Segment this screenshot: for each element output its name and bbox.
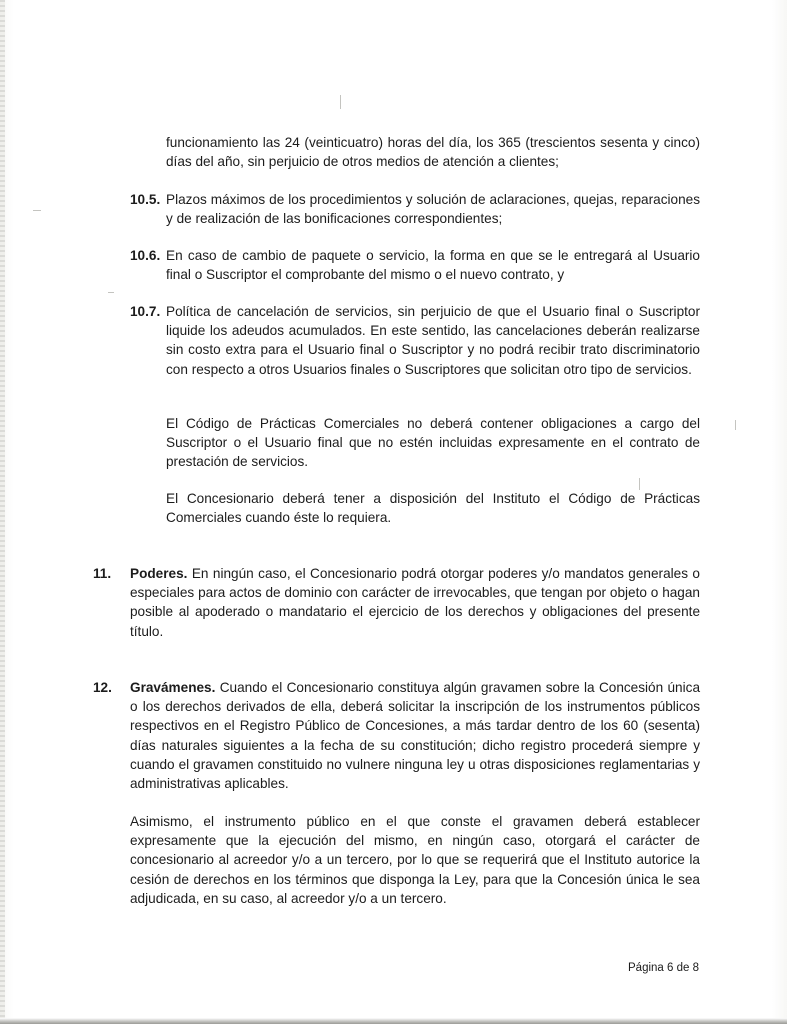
page-number: Página 6 de 8 <box>628 962 699 974</box>
item-text-10-5: Plazos máximos de los procedimientos y solución de aclaraciones, quejas, reparaciones y de realización de las bonificaciones correspondientes; <box>166 192 700 227</box>
paragraph-asimismo: Asimismo, el instrumento público en el que conste el gravamen deberá establecer expresamente que la ejecución del mismo, en ningún caso, otorgará el carácter de concesionario al acreedor y/o a un tercero, por lo que se requerirá que el Instituto autorice la cesión de derechos en los términos que disponga la Ley, para que la Concesión única le sea adjudicada, en su caso, al acreedor y/o a un tercero. <box>130 814 700 906</box>
scan-mark <box>735 420 736 430</box>
item-number-10-7: 10.7. <box>130 304 161 319</box>
scan-edge-bottom <box>0 1018 787 1024</box>
item-number-10-6: 10.6. <box>130 248 161 263</box>
item-number-10-5: 10.5. <box>130 192 161 207</box>
scan-mark <box>108 292 114 293</box>
section-number-12: 12. <box>93 680 112 695</box>
section-12-text: Cuando el Concesionario constituya algún gravamen sobre la Concesión única o los derechos derivados de ella, deberá solicitar la inscripción de los instrumentos públicos respectivos en el Registro Público de Concesiones, a más tardar dentro de los 60 (sesenta) días naturales siguientes a la fecha de su constitución; dicho registro procederá siempre y cuando el gravamen constituido no vulnere ninguna ley u otras disposiciones reglamentarias y administrativas aplicables. <box>130 680 700 792</box>
section-11-title: Poderes. <box>130 566 188 581</box>
section-12-title: Gravámenes. <box>130 680 216 695</box>
scan-mark <box>340 95 341 109</box>
section-12-body <box>130 678 700 793</box>
section-11-body <box>130 564 700 641</box>
section-number-11: 11. <box>93 566 112 581</box>
scan-mark <box>33 210 41 211</box>
item-text-10-6: En caso de cambio de paquete o servicio, la forma en que se le entregará al Usuario final o Suscriptor el comprobante del mismo o el nuevo contrato, y <box>166 248 700 283</box>
item-text-10-7: Política de cancelación de servicios, sin perjuicio de que el Usuario final o Suscriptor liquide los adeudos acumulados. En este sentido, las cancelaciones deberán realizarse sin costo extra para el Usuario final o Suscriptor y no podrá recibir trato discriminatorio con respecto a otros Usuarios finales o Suscriptores que solicitan otro tipo de servicios. <box>166 304 700 377</box>
scan-edge-left <box>0 0 5 1024</box>
section-11-text: En ningún caso, el Concesionario podrá otorgar poderes y/o mandatos generales o especiales para actos de dominio con carácter de irrevocables, que tengan por objeto o hagan posible al apoderado o mandatario el ejercicio de los derechos y obligaciones del presente título. <box>130 566 700 639</box>
paragraph-codigo-2: El Concesionario deberá tener a disposición del Instituto el Código de Prácticas Comerciales cuando éste lo requiera. <box>166 491 700 526</box>
paragraph-intro: funcionamiento las 24 (veinticuatro) horas del día, los 365 (trescientos sesenta y cinco) días del año, sin perjuicio de otros medios de atención a clientes; <box>166 135 700 170</box>
paragraph-codigo-1: El Código de Prácticas Comerciales no deberá contener obligaciones a cargo del Suscriptor o el Usuario final que no estén incluidas expresamente en el contrato de prestación de servicios. <box>166 416 700 470</box>
